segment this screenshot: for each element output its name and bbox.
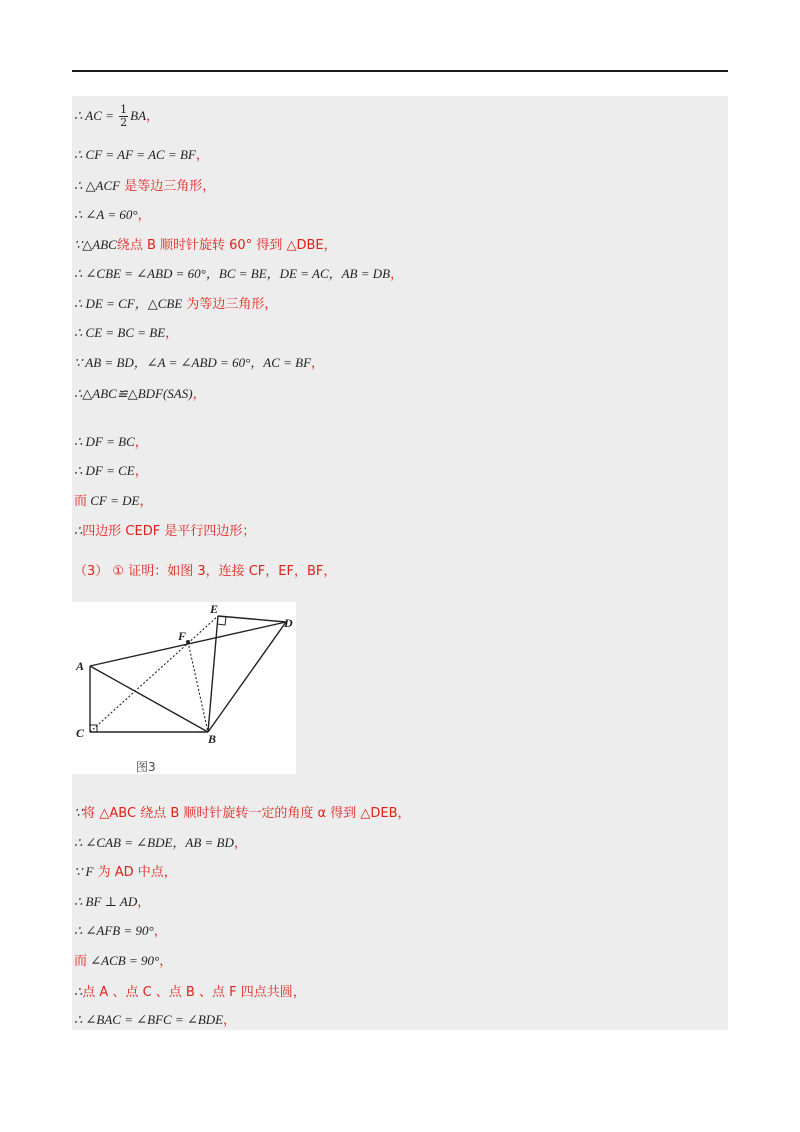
line-22: ∴点 A 、点 C 、点 B 、点 F 四点共圆， — [74, 984, 306, 1000]
line-9: ∵ AB = BD，∠A = ∠ABD = 60°，AC = BF， — [74, 355, 325, 371]
point-label-B: B — [208, 732, 217, 746]
point-label-C: C — [76, 726, 85, 740]
line-17: ∴ ∠CAB = ∠BDE，AB = BD， — [74, 835, 247, 851]
line-10: ∴△ABC≌△BDF(SAS)， — [74, 386, 206, 402]
line-4: ∴ ∠A = 60°， — [74, 207, 151, 223]
line-19: ∴ BF ⊥ AD， — [74, 894, 151, 910]
line-1: ∴ AC = $\frac{1}{2}$ BA， — [74, 103, 160, 129]
header-rule — [72, 70, 728, 72]
line-21: 而 ∠ACB = 90°， — [74, 953, 173, 969]
line-11: ∴ DF = BC， — [74, 434, 148, 450]
line-14: ∴四边形 CEDF 是平行四边形； — [74, 523, 256, 539]
point-label-D: D — [284, 616, 293, 630]
line-23: ∴ ∠BAC = ∠BFC = ∠BDE， — [74, 1012, 237, 1028]
line-16: ∵将 △ABC 绕点 B 顺时针旋转一定的角度 α 得到 △DEB， — [74, 805, 411, 821]
point-label-E: E — [210, 602, 219, 616]
geometry-diagram — [72, 602, 296, 774]
line-8: ∴ CE = BC = BE， — [74, 325, 179, 341]
line-18: ∵ F 为 AD 中点， — [74, 864, 177, 880]
line-7: ∴ DE = CF，△CBE 为等边三角形， — [74, 296, 278, 312]
figure-caption: 图3 — [136, 760, 156, 774]
point-label-F: F — [178, 629, 187, 643]
fraction-half: $\frac{1}{2}$ — [120, 103, 128, 129]
line-2: ∴ CF = AF = AC = BF， — [74, 147, 209, 163]
line-12: ∴ DF = CE， — [74, 463, 148, 479]
line-13: 而 CF = DE， — [74, 493, 153, 509]
point-label-A: A — [76, 659, 85, 673]
line-6: ∴ ∠CBE = ∠ABD = 60°，BC = BE，DE = AC，AB = DB， — [74, 266, 404, 282]
figure-3 — [72, 602, 296, 774]
line-5: ∵△ABC绕点 B 顺时针旋转 60° 得到 △DBE， — [74, 237, 337, 253]
line-20: ∴ ∠AFB = 90°， — [74, 923, 167, 939]
line-3: ∴ △ACF 是等边三角形， — [74, 178, 216, 194]
line-15: （3） ① 证明：如图 3，连接 CF，EF，BF， — [74, 564, 337, 579]
